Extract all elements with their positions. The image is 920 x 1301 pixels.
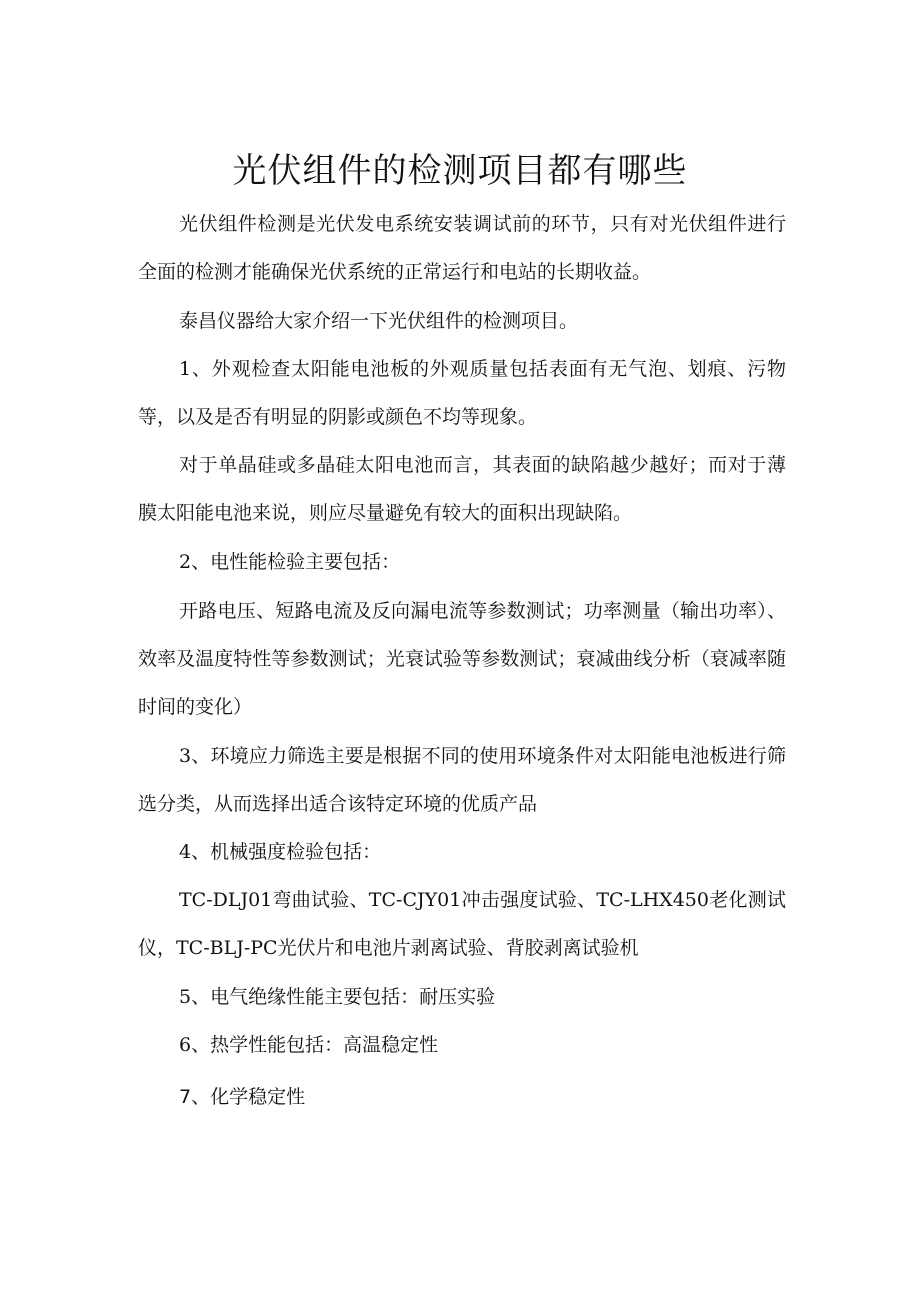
item-3-paragraph: 3、环境应力筛选主要是根据不同的使用环境条件对太阳能电池板进行筛选分类，从而选择出适合该特定环境的优质产品 (138, 745, 786, 815)
item-4-detail-paragraph: TC-DLJ01弯曲试验、TC-CJY01冲击强度试验、TC-LHX450老化测试仪，TC-BLJ-PC光伏片和电池片剥离试验、背胶剥离试验机 (138, 889, 786, 959)
item-1-paragraph: 1、外观检查太阳能电池板的外观质量包括表面有无气泡、划痕、污物等，以及是否有明显的阴影或颜色不均等现象。 (138, 358, 786, 428)
document-title: 光伏组件的检测项目都有哪些 (232, 150, 688, 191)
item-4-heading: 4、机械强度检验包括： (179, 841, 382, 863)
item-2-detail-paragraph: 开路电压、短路电流及反向漏电流等参数测试；功率测量（输出功率）、效率及温度特性等参数测试；光衰试验等参数测试；衰减曲线分析（衰减率随时间的变化） (138, 600, 786, 718)
item-6-paragraph: 6、热学性能包括：高温稳定性 (179, 1034, 439, 1056)
item-7-number: 7 (179, 1086, 192, 1108)
item-7-paragraph (138, 1073, 786, 1121)
intro-sentence: 泰昌仪器给大家介绍一下光伏组件的检测项目。 (179, 310, 579, 332)
intro-paragraph: 光伏组件检测是光伏发电系统安装调试前的环节，只有对光伏组件进行全面的检测才能确保光伏系统的正常运行和电站的长期收益。 (138, 213, 786, 283)
item-7-text: 、化学稳定性 (191, 1086, 306, 1108)
item-5-paragraph: 5、电气绝缘性能主要包括：耐压实验 (179, 986, 496, 1008)
item-2-heading: 2、电性能检验主要包括： (179, 551, 401, 573)
item-1-detail-paragraph: 对于单晶硅或多晶硅太阳电池而言，其表面的缺陷越少越好；而对于薄膜太阳能电池来说，则应尽量避免有较大的面积出现缺陷。 (138, 454, 786, 524)
